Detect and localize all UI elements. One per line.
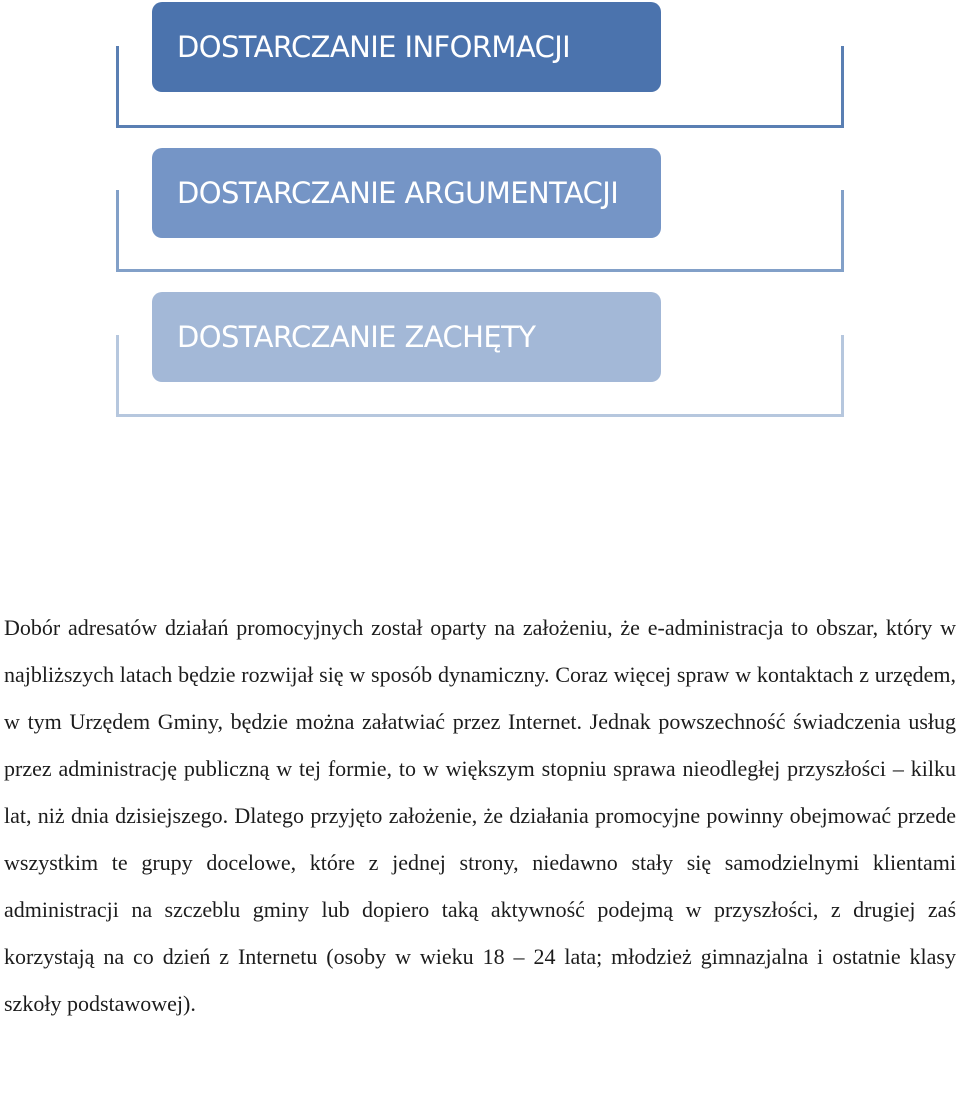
body-paragraph: Dobór adresatów działań promocyjnych został oparty na założeniu, że e-administracja to obszar, który w najbliższych latach będzie rozwijał się w sposób dynamiczny. Coraz więcej spraw w kontaktach z urzędem, w tym Urzędem Gminy, będzie można załatwiać przez Internet. Jednak powszechność świadczenia usług przez administrację publiczną w tej formie, to w większym stopniu sprawa nieodległej przyszłości – kilku lat, niż dnia dzisiejszego. Dlatego przyjęto założenie, że działania promocyjne powinny obejmować przede wszystkim te grupy docelowe, które z jednej strony, niedawno stały się samodzielnymi klientami administracji na szczeblu gminy lub dopiero taką aktywność podejmą w przyszłości, z drugiej zaś korzystają na co dzień z Internetu (osoby w wieku 18 – 24 lata; młodzież gimnazjalna i ostatnie klasy szkoły podstawowej). (4, 615, 956, 1016)
diagram-box-argumentation: DOSTARCZANIE ARGUMENTACJI (152, 148, 661, 238)
promotion-tasks-diagram (0, 0, 960, 430)
diagram-box-incentive: DOSTARCZANIE ZACHĘTY (152, 292, 661, 382)
diagram-box-information: DOSTARCZANIE INFORMACJI (152, 2, 661, 92)
